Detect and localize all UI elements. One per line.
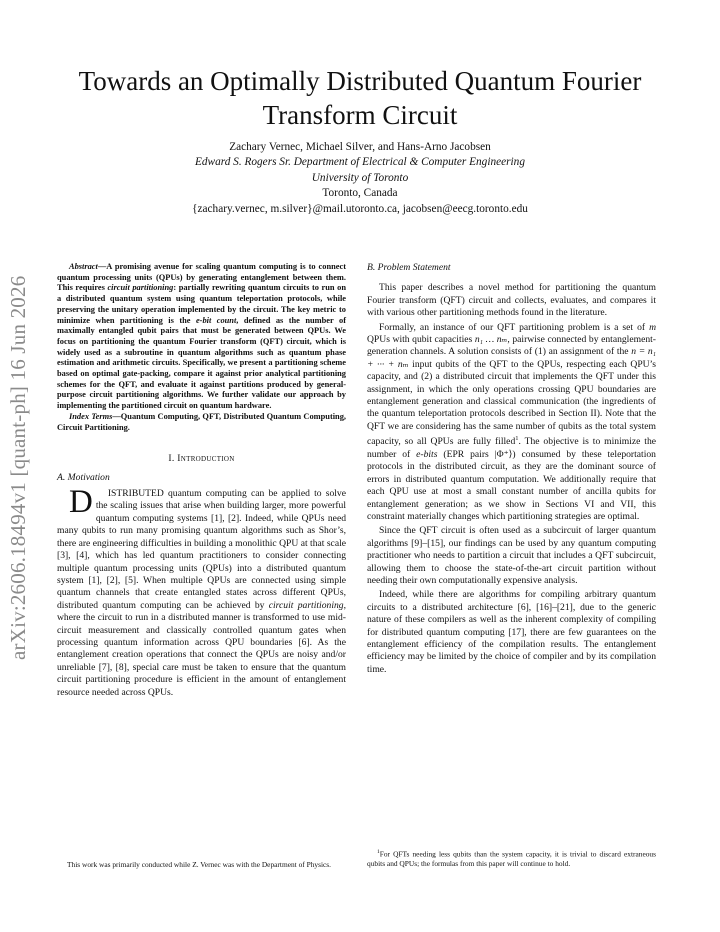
intro-em: circuit partitioning [268, 599, 344, 611]
abstract-text-2: : partially rewriting quantum circuits to run on a distributed quantum system using quantum teleportation protocols, while preserving the unitary operation implemented by the circuit. The key metric to minimize when partitioning is the [57, 283, 346, 325]
problem-paragraph-1: This paper describes a novel method for partitioning the quantum Fourier transform (QFT) circuit and collects, evaluates, and compares it with various other partitioning methods found in the literature. [367, 282, 656, 319]
author-university: University of Toronto [311, 171, 409, 184]
author-emails: {zachary.vernec, m.silver}@mail.utoronto.ca, jacobsen@eecg.toronto.edu [192, 202, 528, 215]
p2-text-a: Formally, an instance of our QFT partitioning problem is a set of [379, 321, 650, 333]
author-names: Zachary Vernec, Michael Silver, and Hans-Arno Jacobsen [229, 141, 491, 153]
intro-text-1: ISTRIBUTED quantum computing can be applied to solve the scaling issues that arise when building larger, more powerful quantum computing systems [1], [2]. Indeed, while QPUs need many qubits to run many promising quantum algorithms such as Shor’s, there are engineering difficulties in building a monolithic QPU at that scale [3], [4], which has led quantum practitioners to consider connecting multiple quantum processing units (QPUs) into a distributed quantum system [1], [2], [5]. When multiple QPUs are connected using simple quantum channels that create entangled states across different QPUs, distributed quantum computing can be achieved by [57, 488, 346, 611]
p2-math-capacities: n₁ … nₘ [474, 334, 508, 346]
footnote-right-text: For QFTs needing less qubits than the system capacity, it is trivial to discard extraneous qubits and QPUs; the formulas from this paper will continue to hold. [367, 849, 656, 868]
footnote-marker[interactable]: 1 [515, 435, 519, 443]
p2-em-ebits: e-bits [416, 448, 438, 460]
abstract-text-1: —A promising avenue for scaling quantum computing is to connect quantum processing units (QPUs) by generating entanglement between them. This requires [57, 262, 346, 293]
footnote-right [367, 848, 656, 868]
footnote-right-mark: 1 [377, 849, 380, 855]
section-heading-text: I. Introduction [168, 453, 235, 465]
author-department: Edward S. Rogers Sr. Department of Electrical & Computer Engineering [195, 156, 525, 169]
paper-title: Towards an Optimally Distributed Quantum Fourier Transform Circuit [78, 66, 642, 130]
abstract-em-2: e-bit count [195, 315, 237, 325]
problem-paragraph-3: Since the QFT circuit is often used as a subcircuit of larger quantum algorithms [9]–[15], our findings can be used by any quantum computing practitioner who needs to partition a circuit that includes a QFT subcircuit, allowing them to choose the state-of-the-art circuit partition without needing their own computationally expensive analysis. [367, 525, 656, 586]
subsection-heading-motivation: A. Motivation [57, 471, 110, 483]
p2-math-m: m [649, 321, 656, 333]
index-terms-lead: Index Terms [69, 411, 113, 421]
subsection-heading-problem-statement: B. Problem Statement [367, 262, 451, 273]
index-terms [57, 412, 346, 433]
p2-text-d: input qubits of the QFT to the QPUs, respecting each QPU’s capacity, and (2) a distributed circuit that implements the QFT under this assignment, in which the only operations crossing QPU boundaries are entanglement generation and classical communication (the ingredients of the quantum teleportation protocols described in Section II). Note that the QFT we are considering has the same number of qubits as the total system capacity, so all QPUs are fully filled [367, 358, 656, 448]
author-location: Toronto, Canada [322, 187, 398, 200]
author-block [40, 140, 680, 217]
intro-text-2: , where the circuit to run in a distributed manner is transformed to use mid-circuit measurement and classically controlled quantum gates when processing quantum information across QPU boundaries [6]. As the entanglement creation operations that connect the QPUs are noisy and/or unreliable [7], [8], special care must be taken to ensure that the quantum circuit partitioning procedure is efficient in the amount of entanglement resource needed across QPUs. [57, 599, 346, 698]
intro-paragraph [57, 484, 346, 699]
abstract-text-3: , defined as the number of maximally entangled qubit pairs that must be generated between QPUs. We focus on partitioning the quantum Fourier transform (QFT) circuit, which is widely used as a subroutine in quantum algorithms such as quantum phase estimation and arithmetic circuits. Specifically, we present a partitioning scheme based on optimal gate-packing, compare it against prior analytical partitioning schemes for the QFT, and evaluate it against partitions produced by general-purpose circuit partitioning algorithms. We further validate our approach by implementing the partitioned circuit on quantum hardware. [57, 315, 346, 411]
p2-math-n: n = n₁ + ··· + nₘ [367, 346, 656, 370]
abstract-em-1: circuit partitioning [107, 283, 174, 293]
p2-text-f: (EPR pairs |Φ⁺⟩) consumed by these teleportation protocols in the distributed circuit, as they are the dominant source of errors in distributed quantum computation. We additionally require that each QPU use at most a small constant number of ancilla qubits for entanglement generation; as we show in Sections VI and VII, this constraint materially changes which partitioning strategies are optimal. [367, 448, 656, 522]
right-column [367, 262, 656, 676]
dropcap-letter: D [69, 484, 93, 521]
left-column [57, 262, 346, 699]
footnote-left: This work was primarily conducted while Z. Vernec was with the Department of Physics. [67, 860, 332, 869]
section-heading-introduction [57, 453, 346, 465]
index-terms-text: —Quantum Computing, QFT, Distributed Quantum Computing, Circuit Partitioning. [57, 411, 347, 432]
problem-paragraph-4: Indeed, while there are algorithms for compiling arbitrary quantum circuits to a distributed architecture [6], [16]–[21], due to the generic nature of these compilers as well as the inherent complexity of compiling for distributed quantum computing [17], there are few guarantees on the entanglement efficiency of the compilation results. The entanglement efficiency may be limited by the choice of compiler and by its compilation time. [367, 589, 656, 675]
arxiv-identifier: arXiv:2606.18494v1 [quant-ph] 16 Jun 2026 [6, 275, 30, 660]
p2-text-c: , pairwise connected by entanglement-generation channels. A solution consists of (1) an assignment of the [367, 334, 656, 358]
abstract [57, 262, 346, 412]
abstract-lead: Abstract [69, 262, 98, 271]
p2-text-b: QPUs with qubit capacities [367, 334, 475, 346]
problem-paragraph-2 [367, 322, 656, 524]
p2-text-e: . The objective is to minimize the number of [367, 436, 657, 460]
